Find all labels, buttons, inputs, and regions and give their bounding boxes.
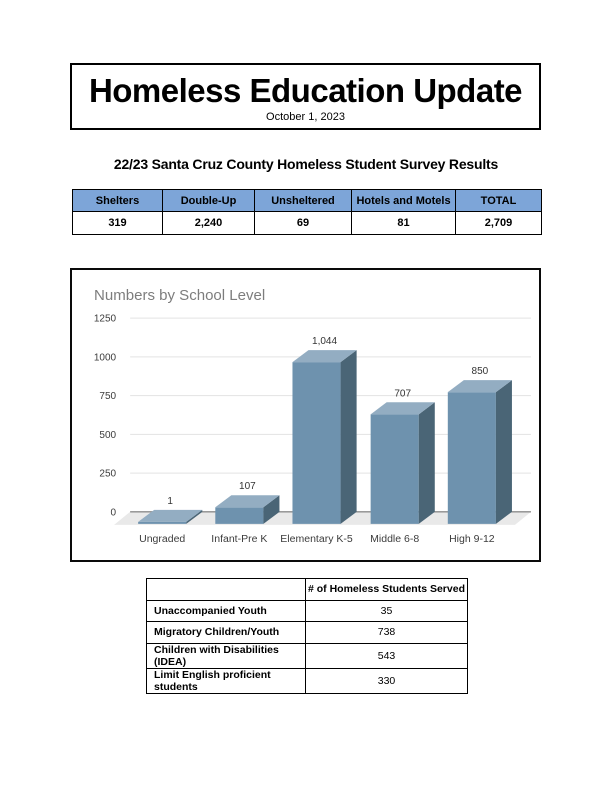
school-level-chart-svg bbox=[72, 270, 539, 560]
served-row-value: 543 bbox=[306, 643, 468, 668]
survey-header-total: TOTAL bbox=[456, 190, 542, 212]
survey-value-row bbox=[73, 212, 542, 235]
bar-value-label: 107 bbox=[239, 481, 256, 493]
chart-title: Numbers by School Level bbox=[94, 287, 266, 305]
y-axis-tick-label: 500 bbox=[99, 429, 117, 441]
survey-header-unsheltered: Unsheltered bbox=[255, 190, 352, 212]
survey-header-shelters: Shelters bbox=[73, 190, 163, 212]
x-axis-category-label: Ungraded bbox=[139, 532, 186, 545]
y-axis-tick-label: 1000 bbox=[93, 352, 117, 364]
bar-front-face bbox=[448, 392, 496, 524]
table-row bbox=[147, 643, 468, 668]
bar-value-label: 1,044 bbox=[312, 336, 338, 348]
table-row bbox=[147, 622, 468, 644]
bar-front-face bbox=[292, 362, 340, 524]
x-axis-category-label: Elementary K-5 bbox=[280, 532, 353, 545]
page-date: October 1, 2023 bbox=[266, 110, 345, 123]
served-row-value: 330 bbox=[306, 668, 468, 693]
bar-front-face bbox=[215, 507, 263, 524]
title-box bbox=[70, 63, 541, 130]
served-header-empty-cell bbox=[147, 579, 306, 601]
served-row-label: Unaccompanied Youth bbox=[147, 600, 306, 622]
bar-side-face bbox=[341, 350, 357, 524]
served-header-label: # of Homeless Students Served bbox=[306, 579, 468, 601]
served-row-label: Children with Disabilities (IDEA) bbox=[147, 643, 306, 668]
survey-value-total: 2,709 bbox=[456, 212, 542, 235]
served-row-value: 35 bbox=[306, 600, 468, 622]
served-row-label: Limit English proficient students bbox=[147, 668, 306, 693]
page-title: Homeless Education Update bbox=[88, 71, 523, 109]
survey-header-row bbox=[73, 190, 542, 212]
x-axis-category-label: Middle 6-8 bbox=[370, 532, 420, 545]
y-axis-tick-label: 1250 bbox=[93, 313, 117, 325]
survey-subtitle: 22/23 Santa Cruz County Homeless Student Survey Results bbox=[113, 156, 499, 172]
served-row-label: Migratory Children/Youth bbox=[147, 622, 306, 644]
survey-value-double-up: 2,240 bbox=[163, 212, 255, 235]
bar-front-face bbox=[371, 414, 419, 524]
survey-header-hotels-motels: Hotels and Motels bbox=[352, 190, 456, 212]
bar-side-face bbox=[496, 380, 512, 524]
survey-value-unsheltered: 69 bbox=[255, 212, 352, 235]
school-level-chart bbox=[70, 268, 541, 562]
bar-side-face bbox=[419, 402, 435, 524]
bar-value-label: 1 bbox=[167, 495, 173, 507]
y-axis-tick-label: 750 bbox=[99, 391, 117, 403]
x-axis-category-label: High 9-12 bbox=[449, 532, 495, 545]
survey-summary-table bbox=[72, 189, 542, 235]
x-axis-category-label: Infant-Pre K bbox=[211, 532, 268, 545]
served-students-table bbox=[146, 578, 468, 694]
survey-header-double-up: Double-Up bbox=[163, 190, 255, 212]
bar-value-label: 850 bbox=[471, 366, 489, 378]
served-header-row bbox=[147, 579, 468, 601]
survey-value-hotels-motels: 81 bbox=[352, 212, 456, 235]
bar-value-label: 707 bbox=[394, 388, 412, 400]
survey-value-shelters: 319 bbox=[73, 212, 163, 235]
bar-front-face bbox=[138, 522, 186, 524]
served-row-value: 738 bbox=[306, 622, 468, 644]
y-axis-tick-label: 250 bbox=[99, 468, 117, 480]
table-row bbox=[147, 668, 468, 693]
y-axis-tick-label: 0 bbox=[110, 507, 117, 519]
table-row bbox=[147, 600, 468, 622]
